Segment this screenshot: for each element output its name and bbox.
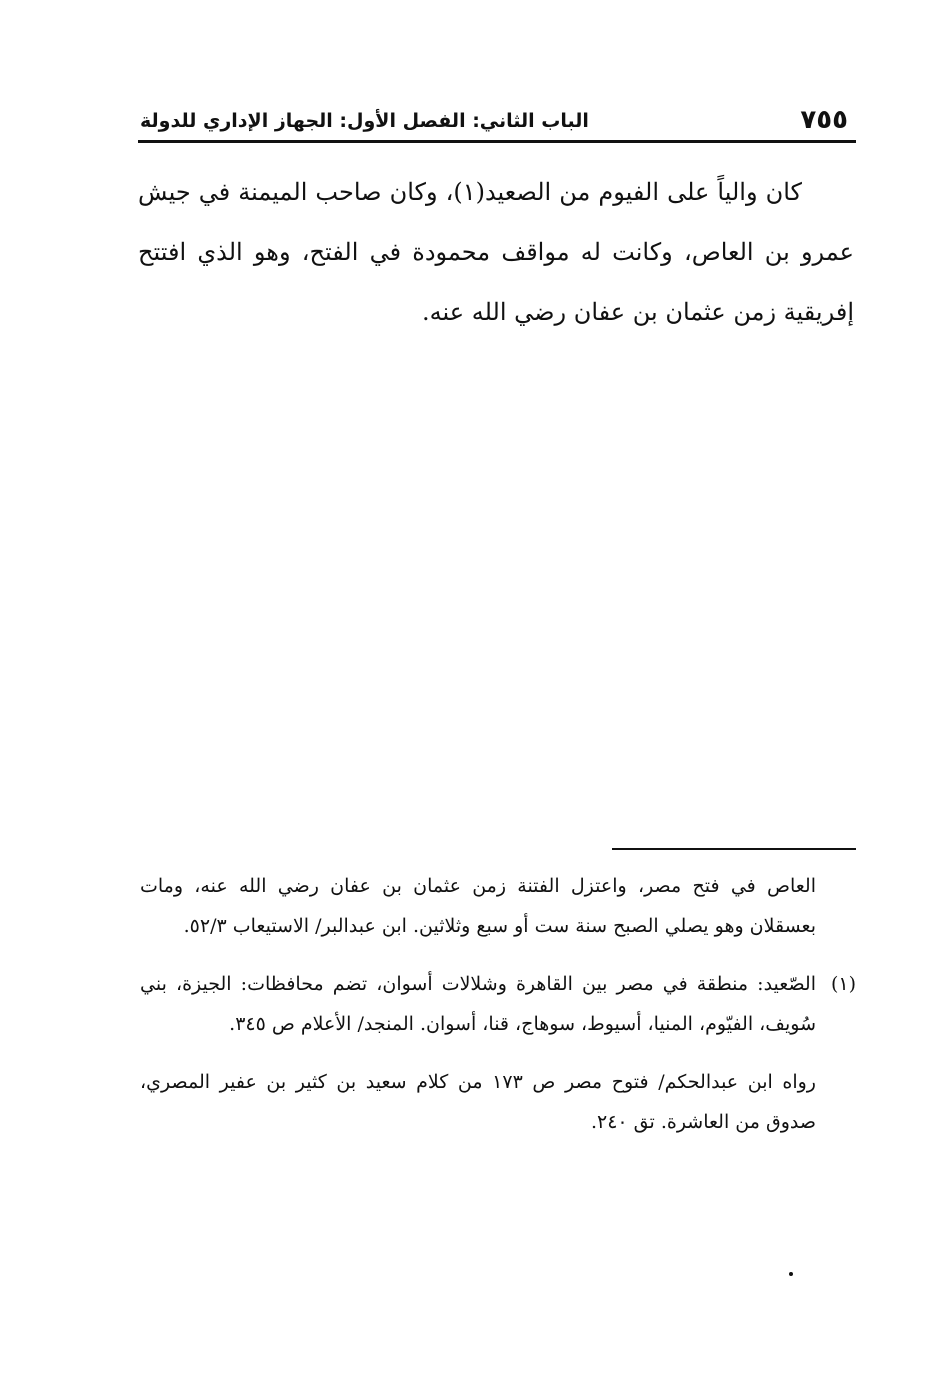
footnotes [140, 866, 856, 1160]
main-paragraph: كان والياً على الفيوم من الصعيد(١)، وكان صاحب الميمنة في جيش عمرو بن العاص، وكانت له مواقف محمودة في الفتح، وهو الذي افتتح إفريقية زمن عثمان بن عفان رضي الله عنه. [138, 178, 854, 326]
footnote-1-text: الصّعيد: منطقة في مصر بين القاهرة وشلالات أسوان، تضم محافظات: الجيزة، بني سُويف، الفيّوم، المنيا، أسيوط، سوهاج، قنا، أسوان. المنجد/ الأعلام ص ٣٤٥. [140, 973, 816, 1035]
main-text [138, 162, 854, 342]
page-number: ٧٥٥ [800, 105, 848, 135]
footnote-2: رواه ابن عبدالحكم/ فتوح مصر ص ١٧٣ من كلام سعيد بن كثير بن عفير المصري، صدوق من العاشرة. تق ٢٤٠. [140, 1071, 816, 1133]
footnote-separator [612, 848, 856, 850]
footnote-1 [140, 964, 856, 1044]
page-header [140, 104, 854, 138]
header-rule [138, 140, 856, 143]
footnote-continuation: العاص في فتح مصر، واعتزل الفتنة زمن عثمان بن عفان رضي الله عنه، ومات بعسقلان وهو يصلي الصبح سنة ست أو سبع وثلاثين. ابن عبدالبر/ الاستيعاب ٥٢/٣. [140, 875, 816, 937]
footnote-1-number: (١) [830, 973, 856, 995]
page-mark [789, 1272, 793, 1276]
running-title: الباب الثاني: الفصل الأول: الجهاز الإداري للدولة [140, 110, 589, 132]
